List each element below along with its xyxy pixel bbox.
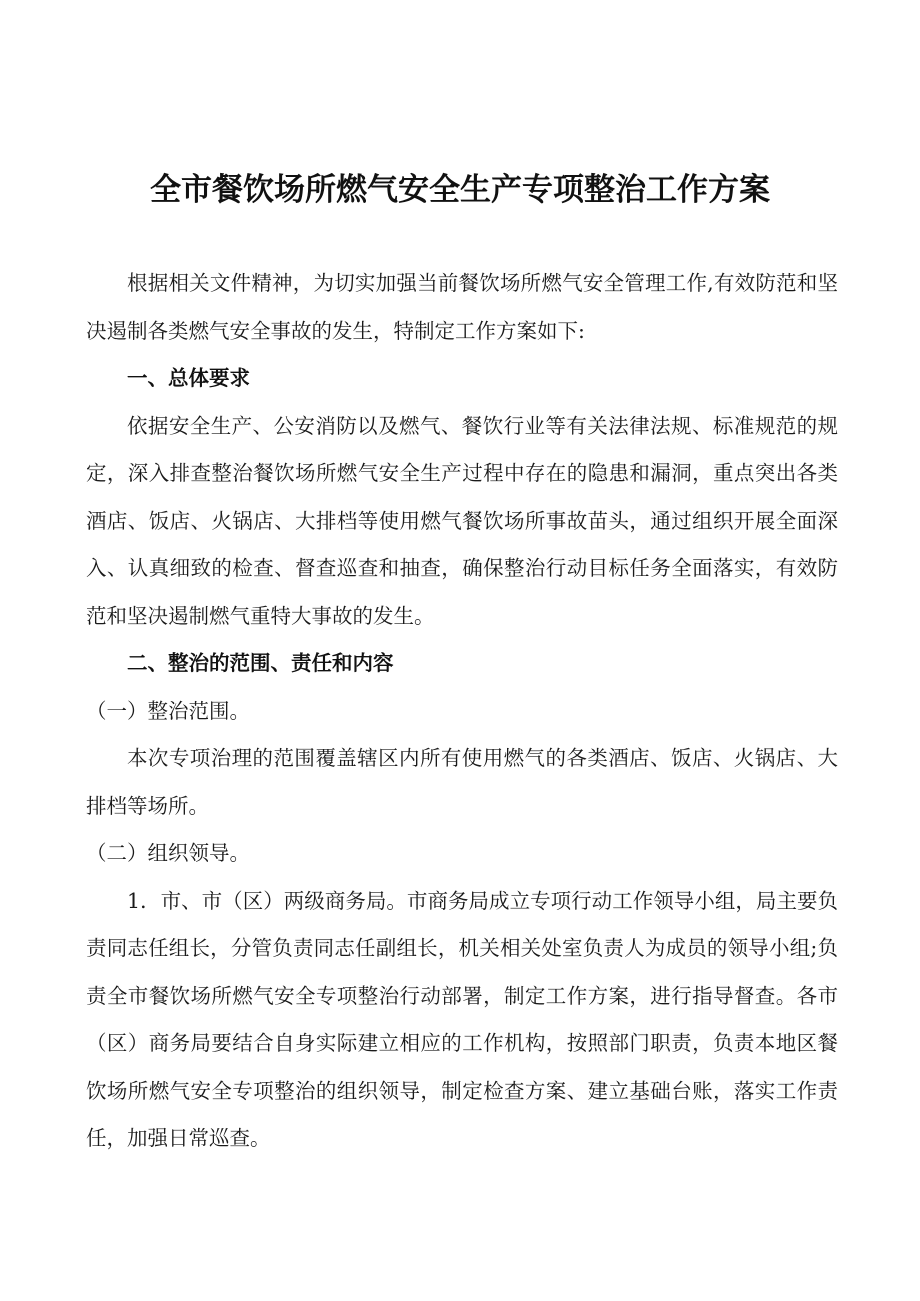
- subsection-2-heading: （二）组织领导。: [86, 841, 250, 865]
- subsection-1-heading: （一）整治范围。: [86, 698, 250, 723]
- subsection-2-paragraph: 1．市、市（区）两级商务局。市商务局成立专项行动工作领导小组，局主要负责同志任组长，分管负责同志任副组长，机关相关处室负责人为成员的领导小组;负责全市餐饮场所燃气安全专项整治行动部署，制定工作方案，进行指导督查。各市（区）商务局要结合自身实际建立相应的工作机构，按照部门职责，负责本地区餐饮场所燃气安全专项整治的组织领导，制定检查方案、建立基础台账，落实工作责任，加强日常巡查。: [86, 888, 838, 1150]
- intro-paragraph: 根据相关文件精神，为切实加强当前餐饮场所燃气安全管理工作,有效防范和坚决遏制各类燃气安全事故的发生，特制定工作方案如下:: [86, 271, 838, 343]
- document-title: 全市餐饮场所燃气安全生产专项整治工作方案: [150, 172, 770, 208]
- section-2-heading: 二、整治的范围、责任和内容: [127, 651, 394, 675]
- subsection-1-paragraph: 本次专项治理的范围覆盖辖区内所有使用燃气的各类酒店、饭店、火锅店、大排档等场所。: [86, 746, 838, 818]
- document-body: [86, 260, 838, 1163]
- section-1-paragraph: 依据安全生产、公安消防以及燃气、餐饮行业等有关法律法规、标准规范的规定，深入排查整治餐饮场所燃气安全生产过程中存在的隐患和漏洞，重点突出各类酒店、饭店、火锅店、大排档等使用燃气餐饮场所事故苗头，通过组织开展全面深入、认真细致的检查、督查巡查和抽查，确保整治行动目标任务全面落实，有效防范和坚决遏制燃气重特大事故的发生。: [86, 413, 838, 628]
- section-1-heading: 一、总体要求: [127, 366, 250, 390]
